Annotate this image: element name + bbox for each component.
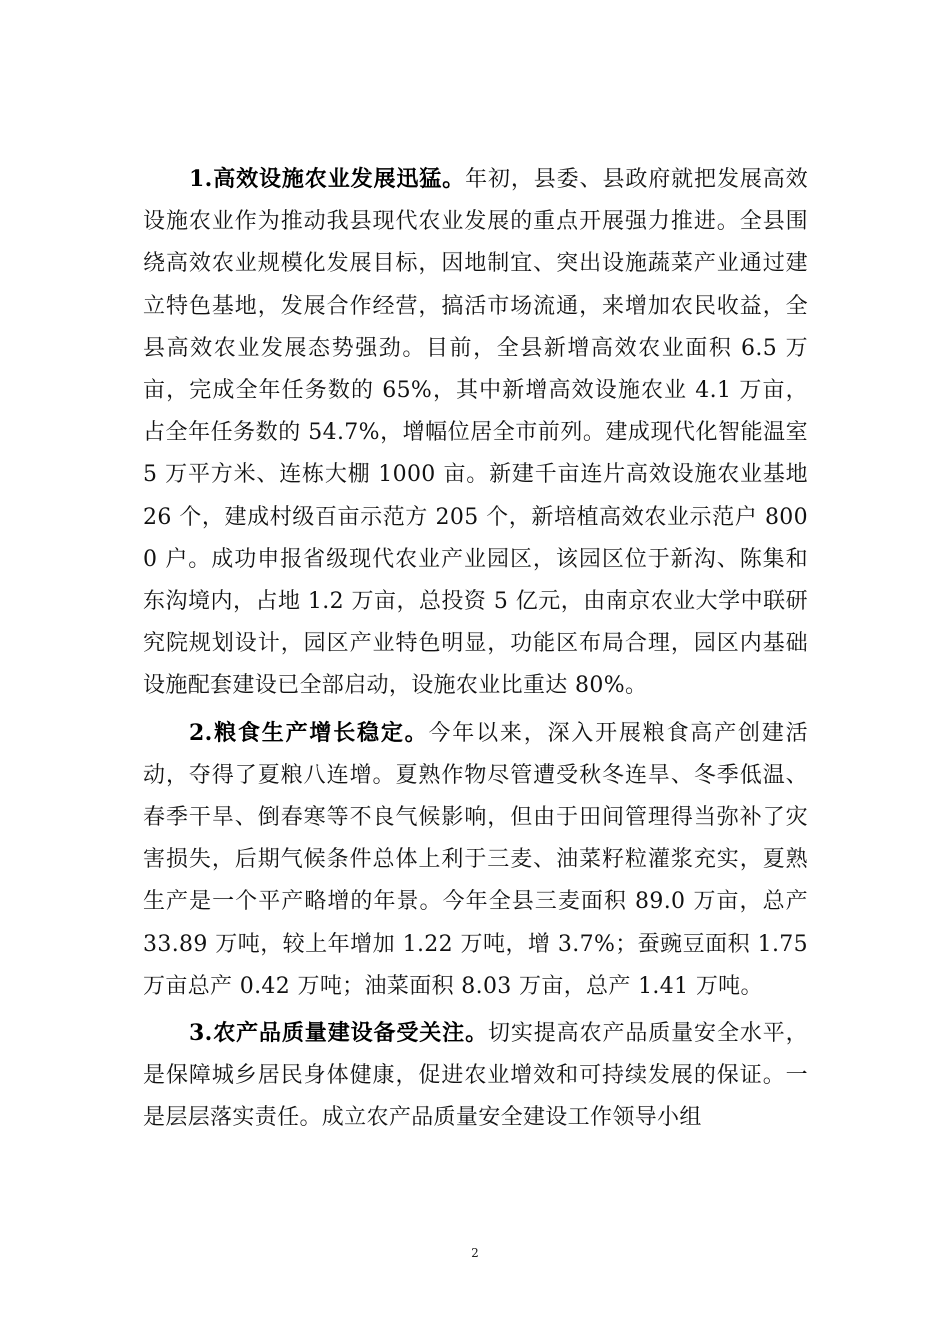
paragraph-facility-agriculture — [143, 158, 808, 708]
document-body — [143, 158, 808, 1144]
paragraph-product-quality — [143, 1012, 808, 1140]
paragraph-heading: 2.粮食生产增长稳定。 — [189, 719, 429, 746]
paragraph-text: 今年以来，深入开展粮食高产创建活动，夺得了夏粮八连增。夏熟作物尽管遭受秋冬连旱、冬季低温、春季干旱、倒春寒等不良气候影响，但由于田间管理得当弥补了灾害损失，后期气候条件总体上利于三麦、油菜籽粒灌浆充实，夏熟生产是一个平产略增的年景。今年全县三麦面积 89.0 万亩，总产 33.89 万吨，较上年增加 1.22 万吨，增 3.7%；蚕豌豆面积 1.75 万亩总产 0.42 万吨；油菜面积 8.03 万亩，总产 1.41 万吨。 — [143, 720, 808, 999]
paragraph-heading: 3.农产品质量建设备受关注。 — [189, 1020, 488, 1047]
paragraph-grain-production — [143, 712, 808, 1008]
paragraph-heading: 1.高效设施农业发展迅猛。 — [189, 166, 466, 192]
paragraph-text: 年初，县委、县政府就把发展高效设施农业作为推动我县现代农业发展的重点开展强力推进。全县围绕高效农业规模化发展目标，因地制宜、突出设施蔬菜产业通过建立特色基地，发展合作经营，搞活市场流通，来增加农民收益，全县高效农业发展态势强劲。目前，全县新增高效农业面积 6.5 万亩，完成全年任务数的 65%，其中新增高效设施农业 4.1 万亩，占全年任务数的 54.7%，增幅位居全市前列。建成现代化智能温室 5 万平方米、连栋大棚 1000 亩。新建千亩连片高效设施农业基地 26 个，建成村级百亩示范方 205 个，新培植高效农业示范户 8000 户。成功申报省级现代农业产业园区，该园区位于新沟、陈集和东沟境内，占地 1.2 万亩，总投资 5 亿元，由南京农业大学中联研究院规划设计，园区产业特色明显，功能区布局合理，园区内基础设施配套建设已全部启动，设施农业比重达 80%。 — [143, 167, 808, 699]
page-number: 2 — [471, 1246, 479, 1260]
paragraph-text: 切实提高农产品质量安全水平，是保障城乡居民身体健康，促进农业增效和可持续发展的保证。一是层层落实责任。成立农产品质量安全建设工作领导小组 — [143, 1021, 808, 1131]
